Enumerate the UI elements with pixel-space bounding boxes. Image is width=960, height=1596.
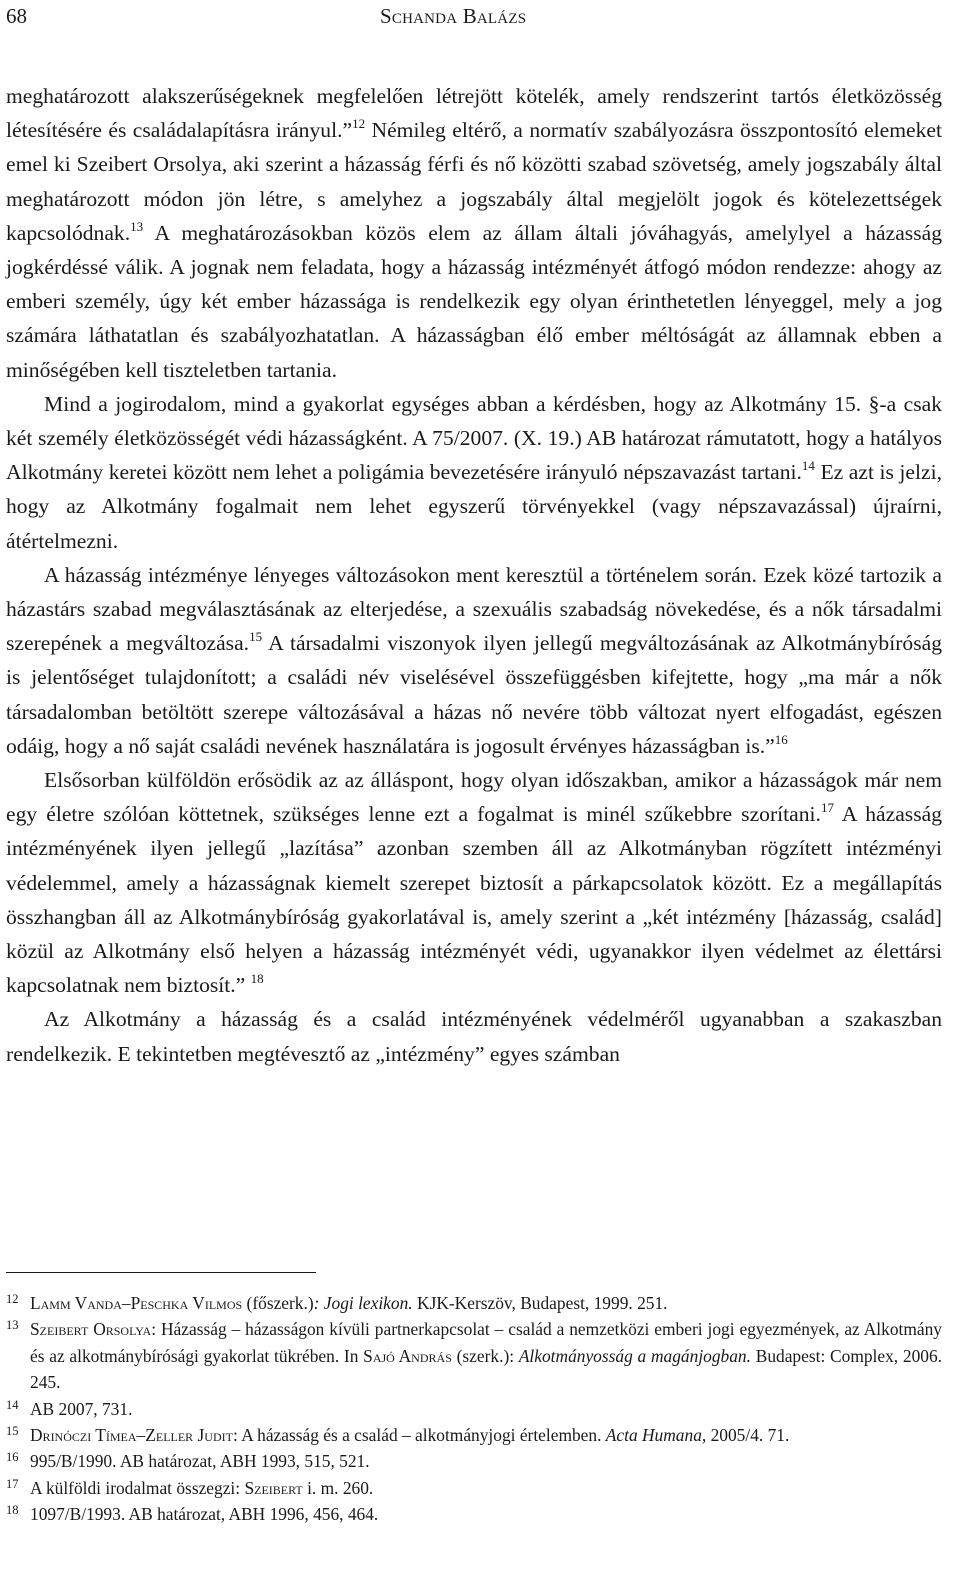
- footnote-15: [6, 1422, 942, 1448]
- footnote-text: A külföldi irodalmat összegzi:: [30, 1477, 245, 1498]
- paragraph-3-part-a: A házasság intézménye lényeges változásokon ment keresztül a történelem során. Ezek közé tartozik a házastárs szabad megválasztásának az elterjedése, a szexuális szabadság növekedése, és a nők társadalmi szerepének a megváltozása.: [6, 562, 942, 656]
- footnote-author: Lamm Vanda–Peschka Vilmos: [30, 1293, 243, 1313]
- footnote-13: [6, 1316, 942, 1395]
- footnote-number: 18: [6, 1503, 19, 1518]
- page-number: 68: [6, 4, 27, 28]
- footnote-ref-18[interactable]: 18: [250, 971, 264, 987]
- footnote-publication: i. m. 260.: [302, 1477, 374, 1498]
- footnote-16: [6, 1448, 942, 1474]
- footnote-number: 16: [6, 1450, 19, 1465]
- footnote-ref-12[interactable]: 12: [352, 116, 366, 132]
- footnote-ref-15[interactable]: 15: [249, 629, 263, 645]
- footnote-author: Szeibert Orsolya: [30, 1319, 152, 1340]
- footnote-title: Jogi lexikon.: [323, 1293, 413, 1313]
- footnote-number: 17: [6, 1476, 19, 1491]
- footnote-ref-14[interactable]: 14: [801, 458, 815, 474]
- footnote-publication: Budapest: Complex, 2006. 245.: [30, 1345, 943, 1393]
- paragraph-2-part-b: Ez azt is jelzi, hogy az Alkotmány fogalmait nem lehet egyszerű törvényekkel (vagy népszavazással) újraírni, átértelmezni.: [6, 460, 942, 553]
- body-text: [6, 79, 942, 1071]
- footnote-text: 995/B/1990. AB határozat, ABH 1993, 515, 521.: [30, 1451, 370, 1472]
- footnote-publication: 2005/4. 71.: [706, 1425, 790, 1446]
- paragraph-4: [6, 763, 942, 1002]
- footnote-text: : Házasság – házasságon kívüli partnerkapcsolat – család a nemzetközi emberi jogi egyezmények, az Alkotmány és az alkotmánybírósági gyakorlat tükrében. In: [30, 1319, 942, 1366]
- paragraph-4-part-a: Elsősorban külföldön erősödik az az álláspont, hogy olyan időszakban, amikor a házasságok már nem egy életre szólóan köttetnek, szükséges lenne ezt a fogalmat is minél szűkebbre szorítani.: [6, 768, 942, 827]
- footnote-text: 1097/B/1993. AB határozat, ABH 1996, 456, 464.: [30, 1504, 379, 1525]
- paragraph-4-part-b: A házasság intézményének ilyen jellegű „lazítása” azonban szemben áll az Alkotmányban rögzített intézményi védelemmel, amely a házasságnak kiemelt szerepet biztosít a párkapcsolatok között. Ez a megállapítás összhangban áll az Alkotmánybíróság gyakorlatával is, amely szerint a „két intézmény [házasság, család] közül az Alkotmány első helyen a házasság intézményét védi, ugyanakkor ilyen védelmet az élettársi kapcsolatnak nem biztosít.”: [6, 802, 942, 998]
- paragraph-1-part-a: meghatározott alakszerűségeknek megfelelően létrejött kötelék, amely rendszerint tartós életközösség létesítésére és családalapításra irányul.”: [6, 84, 942, 143]
- footnote-ref-16[interactable]: 16: [774, 731, 788, 747]
- running-head: [6, 4, 944, 32]
- footnote-number: 12: [6, 1292, 19, 1306]
- footnote-text: : A házasság és a család – alkotmányjogi értelemben.: [232, 1425, 606, 1446]
- footnote-author: Szeibert: [244, 1477, 303, 1498]
- footnote-18: [6, 1501, 942, 1527]
- footnote-journal: Acta Humana,: [605, 1425, 707, 1446]
- footnote-editor-note: (szerk.):: [451, 1345, 519, 1366]
- footnote-publication: KJK-Kerszöv, Budapest, 1999. 251.: [412, 1293, 668, 1313]
- paragraph-3: [6, 558, 942, 763]
- footnote-colon: :: [313, 1293, 324, 1313]
- footnote-ref-13[interactable]: 13: [130, 218, 144, 234]
- footnote-editor: (főszerk.): [242, 1293, 314, 1313]
- footnote-author: Drinóczi Tímea–Zeller Judit: [30, 1425, 233, 1446]
- footnote-text: AB 2007, 731.: [30, 1398, 133, 1419]
- paragraph-1-part-b: Némileg eltérő, a normatív szabályozásra összpontosító elemeket emel ki Szeibert Orsolya, aki szerint a házasság férfi és nő közötti szabad szövetség, amely jogszabály által meghatározott módon jön létre, s amelyhez a jogszabály által megjelölt jogok és kötelezettségek kapcsolódnak.: [6, 118, 942, 245]
- footnote-editor: Sajó András: [363, 1345, 452, 1366]
- footnote-ref-17[interactable]: 17: [820, 800, 834, 816]
- paragraph-3-part-b: A társadalmi viszonyok ilyen jellegű megváltozásának az Alkotmánybíróság is jelentőséget tulajdonított; a családi név viselésével összefüggésben kifejtette, hogy „ma már a nők társadalomban betöltött szerepe változásával a házas nő nevére több változat nyert elfogadást, egészen odáig, hogy a nő saját családi nevének használatára is jogosult érvényes házasságban is.”: [6, 631, 942, 758]
- footnote-number: 13: [6, 1318, 19, 1333]
- footnote-title: Alkotmányosság a magánjogban.: [518, 1345, 751, 1366]
- paragraph-2-part-a: Mind a jogirodalom, mind a gyakorlat egységes abban a kérdésben, hogy az Alkotmány 15. §-a csak két személy életközösségét védi házasságként. A 75/2007. (X. 19.) AB határozat rámutatott, hogy a hatályos Alkotmány keretei között nem lehet a poligámia bevezetésére irányuló népszavazást tartani.: [6, 391, 942, 485]
- running-head-author: Schanda Balázs: [380, 4, 527, 28]
- paragraph-1: [6, 79, 942, 387]
- footnotes: [6, 1290, 942, 1528]
- footnote-12: [6, 1290, 942, 1316]
- footnote-14: [6, 1396, 942, 1422]
- footnote-number: 15: [6, 1424, 19, 1439]
- footnote-divider: [6, 1272, 316, 1273]
- footnote-17: [6, 1475, 942, 1501]
- paragraph-2: [6, 387, 942, 558]
- footnote-number: 14: [6, 1397, 19, 1412]
- paragraph-5: [6, 1002, 942, 1070]
- paragraph-5-text: Az Alkotmány a házasság és a család intézményének védelméről ugyanabban a szakaszban rendelkezik. E tekintetben megtévesztő az „intézmény” egyes számban: [6, 1007, 942, 1066]
- paragraph-1-part-c: A meghatározásokban közös elem az állam általi jóváhagyás, amelylyel a házasság jogkérdéssé válik. A jognak nem feladata, hogy a házasság intézményét átfogó módon rendezze: ahogy az emberi személy, úgy két ember házassága is rendelkezik egy olyan érinthetetlen lényeggel, mely a jog számára láthatatlan és szabályozhatatlan. A házasságban élő ember méltóságát az államnak ebben a minőségében kell tiszteletben tartania.: [6, 220, 942, 382]
